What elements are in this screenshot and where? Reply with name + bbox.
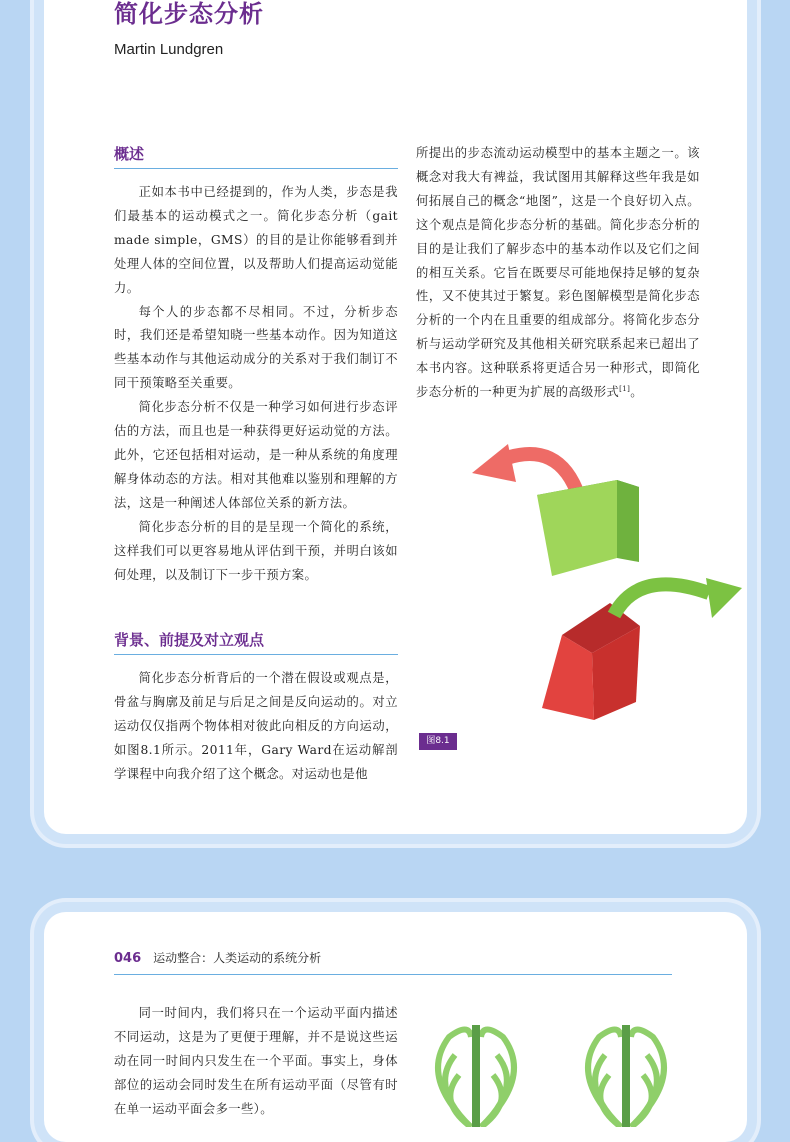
paragraph-end: 。 xyxy=(630,385,643,400)
overview-text xyxy=(114,181,398,587)
paragraph: 正如本书中已经提到的，作为人类，步态是我们最基本的运动模式之一。简化步态分析（gait made simple，GMS）的目的是让你能够看到并处理人体的空间位置，以及帮助人们提高运动觉能力。 xyxy=(114,185,398,295)
paragraph xyxy=(416,142,700,405)
paragraph: 简化步态分析不仅是一种学习如何进行步态评估的方法，而且也是一种获得更好运动觉的方法。此外，它还包括相对运动，是一种从系统的角度理解身体动态的方法。相对其他难以鉴别和理解的方法，这是一种阐述人体部位关系的新方法。 xyxy=(114,400,398,510)
page-card-2 xyxy=(44,912,747,1142)
page2-text xyxy=(114,1002,398,1122)
page-number: 046 xyxy=(114,951,142,966)
rib-cage-right xyxy=(588,1025,664,1127)
paragraph: 简化步态分析的目的是呈现一个简化的系统，这样我们可以更容易地从评估到干预，并明白该如何处理，以及制订下一步干预方案。 xyxy=(114,519,398,582)
paragraph: 简化步态分析背后的一个潜在假设或观点是，骨盆与胸廓及前足与后足之间是反向运动的。对立运动仅仅指两个物体相对彼此向相反的方向运动，如图8.1所示。2011年，Gary Ward在运动解剖学课程中向我介绍了这个概念。对运动也是他 xyxy=(114,671,398,781)
author-name: Martin Lundgren xyxy=(114,41,224,58)
background-text xyxy=(114,667,398,787)
page-card-1 xyxy=(44,0,747,834)
red-arrow-icon xyxy=(472,444,579,497)
book-title: 运动整合：人类运动的系统分析 xyxy=(153,951,322,965)
paragraph: 同一时间内，我们将只在一个运动平面内描述不同运动，这是为了更便于理解，并不是说这些运动在同一时间内只发生在一个平面。事实上，身体部位的运动会同时发生在所有运动平面（尽管有时在单一运动平面会多一些）。 xyxy=(114,1006,398,1116)
rib-cage-left xyxy=(438,1025,514,1127)
red-cube xyxy=(542,603,640,720)
green-cube xyxy=(537,480,639,576)
citation: [1] xyxy=(619,384,631,393)
right-column-text xyxy=(416,142,700,405)
green-arrow-icon xyxy=(614,578,742,618)
figure-label: 图8.1 xyxy=(419,733,457,750)
paragraph: 每个人的步态都不尽相同。不过，分析步态时，我们还是希望知晓一些基本动作。因为知道这些基本动作与其他运动成分的关系对于我们制订不同干预策略至关重要。 xyxy=(114,304,398,391)
section-heading-background: 背景、前提及对立观点 xyxy=(114,629,398,655)
chapter-title: 简化步态分析 xyxy=(114,0,264,28)
opposing-motion-figure xyxy=(464,440,747,740)
section-heading-overview: 概述 xyxy=(114,143,398,169)
running-header xyxy=(114,949,672,975)
paragraph-body: 所提出的步态流动运动模型中的基本主题之一。该概念对我大有裨益，我试图用其解释这些年我是如何拓展自己的概念“地图”，这是一个良好切入点。这个观点是简化步态分析的基础。简化步态分析的目的是让我们了解步态中的基本动作以及它们之间的相互关系。它旨在既要尽可能地保持足够的复杂性，又不使其过于繁复。彩色图解模型是简化步态分析的一个内在且重要的组成部分。将简化步态分析与运动学研究及其他相关研究联系起来已超出了本书内容。这种联系将更适合另一种形式，即简化步态分析的一种更为扩展的高级形式 xyxy=(416,146,700,400)
